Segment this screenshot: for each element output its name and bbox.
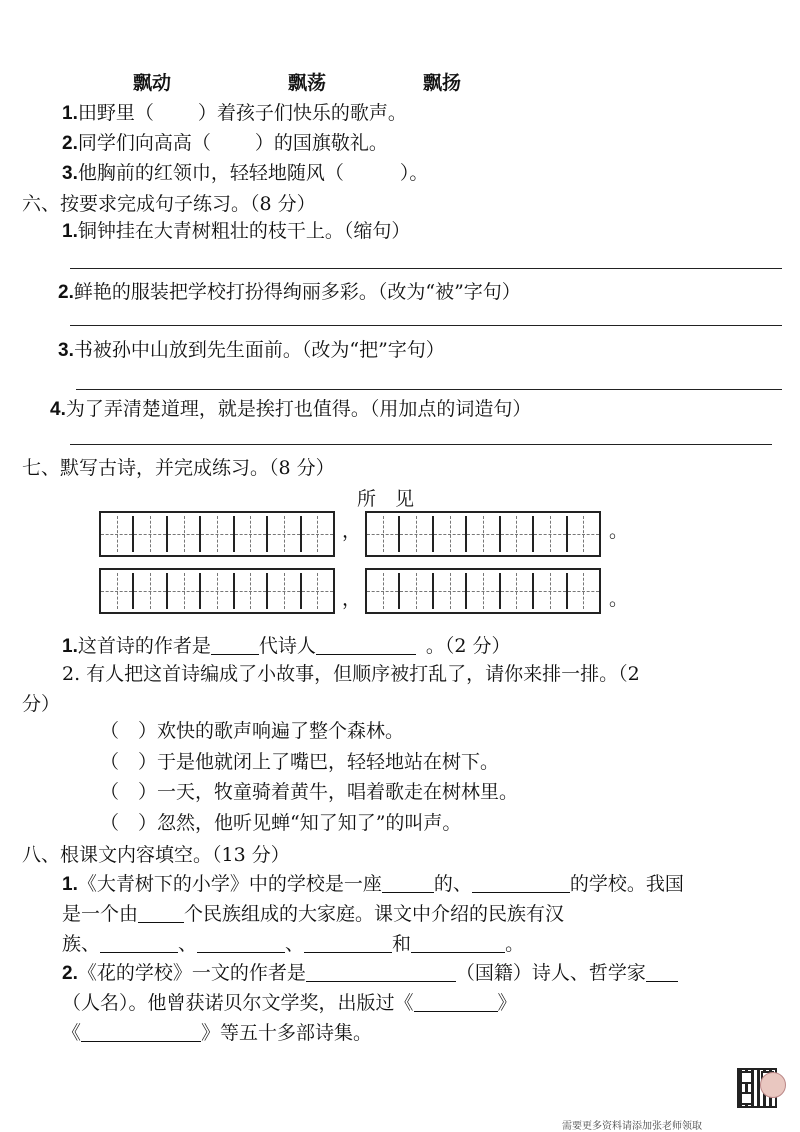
- s8-q1-line1: 1.《大青树下的小学》中的学校是一座 的、 的学校。我国: [62, 873, 684, 895]
- blank[interactable]: [197, 934, 285, 953]
- s6-item-4: 4.为了弄清楚道理，就是挨打也值得。（用加点的词造句）: [50, 398, 532, 420]
- answer-line[interactable]: [70, 268, 782, 269]
- blank[interactable]: [81, 1023, 201, 1042]
- order-item: （ ）欢快的歌声响遍了整个森林。: [100, 720, 405, 742]
- fill-question-1: [62, 104, 407, 123]
- comma: ，: [342, 520, 362, 542]
- blank[interactable]: [316, 636, 416, 655]
- blank[interactable]: [411, 934, 505, 953]
- fill-question-3: [62, 164, 428, 183]
- question-text: ）着孩子们快乐的歌声。: [197, 102, 407, 124]
- word-choice-2: 飘荡: [288, 72, 327, 94]
- fill-question-2: [62, 134, 388, 153]
- poem-grid-line-2b[interactable]: [365, 568, 601, 614]
- order-item: （ ）于是他就闭上了嘴巴，轻轻地站在树下。: [100, 751, 500, 773]
- comma: ，: [342, 588, 362, 610]
- poem-title: 所 见: [357, 488, 415, 510]
- poem-grid-line-2a[interactable]: [99, 568, 335, 614]
- s6-item-1: 1.铜钟挂在大青树粗壮的枝干上。（缩句）: [62, 220, 411, 242]
- section-6-title: 六、按要求完成句子练习。（8 分）: [22, 193, 316, 215]
- order-item: （ ）一天，牧童骑着黄牛，唱着歌走在树林里。: [100, 781, 519, 803]
- s7-q2-line2: 分）: [22, 693, 61, 715]
- section-7-title: 七、默写古诗，并完成练习。（8 分）: [22, 457, 335, 479]
- blank[interactable]: [138, 904, 184, 923]
- s6-item-3: 3.书被孙中山放到先生面前。（改为“把”字句）: [58, 339, 445, 361]
- blank[interactable]: [646, 963, 678, 982]
- question-text: 田野里（: [77, 102, 154, 124]
- question-text: 同学们向高高（: [77, 132, 211, 154]
- s7-q2-line1: 2. 有人把这首诗编成了小故事，但顺序被打乱了，请你来排一排。（2: [62, 663, 640, 685]
- s8-q1-line2: 是一个由 个民族组成的大家庭。课文中介绍的民族有汉: [62, 903, 565, 925]
- s6-item-2: 2.鲜艳的服装把学校打扮得绚丽多彩。（改为“被”字句）: [58, 281, 521, 303]
- poem-grid-line-1b[interactable]: [365, 511, 601, 557]
- question-text: ）。: [399, 162, 429, 184]
- question-text: ）的国旗敬礼。: [254, 132, 388, 154]
- blank[interactable]: [306, 963, 456, 982]
- period: 。: [609, 520, 629, 542]
- question-number: 2.: [62, 133, 78, 154]
- poem-grid-line-1a[interactable]: [99, 511, 335, 557]
- blank[interactable]: [472, 874, 570, 893]
- blank[interactable]: [211, 636, 259, 655]
- answer-line[interactable]: [70, 444, 772, 445]
- s8-q2-line3: 《 》等五十多部诗集。: [62, 1022, 373, 1044]
- blank[interactable]: [304, 934, 392, 953]
- question-text: 他胸前的红领巾，轻轻地随风（: [77, 162, 344, 184]
- word-choice-1: 飘动: [133, 72, 172, 94]
- question-number: 1.: [62, 103, 78, 124]
- s7-q1: 1.这首诗的作者是 代诗人 。（2 分）: [62, 635, 511, 657]
- question-number: 3.: [62, 163, 78, 184]
- section-8-title: 八、根课文内容填空。（13 分）: [22, 844, 290, 866]
- avatar: [760, 1072, 786, 1098]
- order-item: （ ）忽然，他听见蝉“知了知了”的叫声。: [100, 812, 462, 834]
- s8-q2-line2: （人名）。他曾获诺贝尔文学奖，出版过《 》: [62, 992, 517, 1014]
- period: 。: [609, 588, 629, 610]
- blank[interactable]: [100, 934, 178, 953]
- answer-line[interactable]: [76, 389, 782, 390]
- blank[interactable]: [414, 993, 498, 1012]
- word-choice-3: 飘扬: [423, 72, 462, 94]
- s8-q1-line3: 族、 、 、 和 。: [62, 933, 525, 955]
- s8-q2-line1: 2.《花的学校》一文的作者是 （国籍）诗人、哲学家: [62, 963, 678, 983]
- footer-note: 需要更多资料请添加张老师领取: [562, 1121, 702, 1132]
- answer-line[interactable]: [70, 325, 782, 326]
- blank[interactable]: [382, 874, 434, 893]
